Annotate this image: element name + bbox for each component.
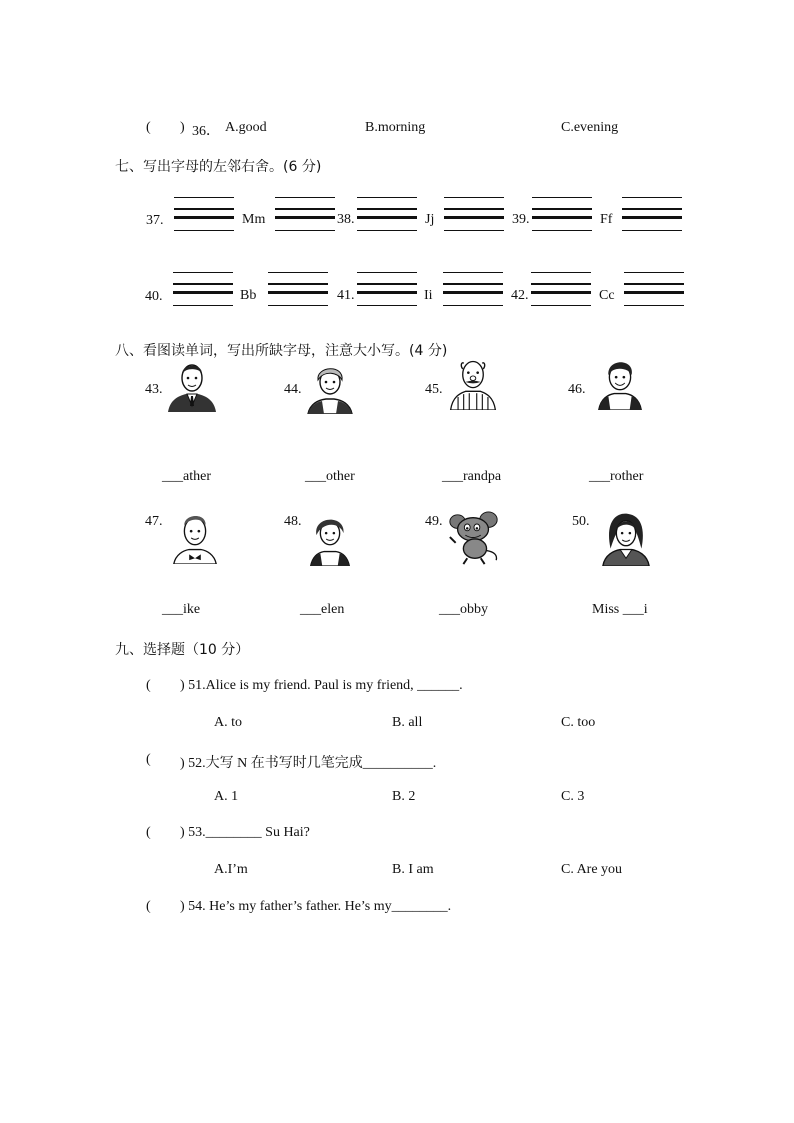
q51-option-c: C. too [561, 715, 596, 730]
q41-left-blank[interactable] [357, 272, 417, 308]
woman-portrait-icon [598, 510, 654, 566]
q39-left-blank[interactable] [532, 197, 592, 233]
q53-option-c: C. Are you [561, 862, 623, 877]
q45-number: 45. [425, 382, 443, 397]
q36-option-c: C.evening [561, 120, 619, 135]
q45-word: ___randpa [442, 469, 502, 484]
q47-word: ___ike [162, 602, 201, 617]
q53-option-a: A.I’m [214, 862, 248, 877]
q51-stem: ) 51.Alice is my friend. Paul is my friend, ______. [180, 678, 463, 693]
q37-left-blank[interactable] [174, 197, 234, 233]
mouse-cartoon-icon [446, 510, 502, 566]
q41-letter: Ii [424, 288, 433, 303]
q36-option-b: B.morning [365, 120, 426, 135]
q36-paren-open: ( [146, 120, 151, 135]
q47-number: 47. [145, 514, 163, 529]
q49-number: 49. [425, 514, 443, 529]
q44-number: 44. [284, 382, 302, 397]
q38-right-blank[interactable] [444, 197, 504, 233]
q53-paren: ( [146, 825, 151, 840]
q36-option-a: A.good [225, 120, 267, 135]
q51-option-a: A. to [214, 715, 242, 730]
q52-stem: ) 52.大写 N 在书写时几笔完成__________. [180, 756, 437, 771]
q46-word: ___rother [589, 469, 644, 484]
q51-option-b: B. all [392, 715, 423, 730]
girl-portrait-icon [302, 510, 358, 566]
section-8-title: 八、看图读单词，写出所缺字母，注意大小写。(4 分) [115, 343, 448, 359]
q38-number: 38. [337, 212, 355, 227]
brother-portrait-icon [592, 354, 648, 410]
q48-number: 48. [284, 514, 302, 529]
q54-paren: ( [146, 899, 151, 914]
q36-paren-close: ) [180, 120, 185, 135]
q40-left-blank[interactable] [173, 272, 233, 308]
q46-number: 46. [568, 382, 586, 397]
q39-right-blank[interactable] [622, 197, 682, 233]
q37-number: 37. [146, 213, 164, 228]
q42-number: 42. [511, 288, 529, 303]
q41-number: 41. [337, 288, 355, 303]
q43-word: ___ather [162, 469, 211, 484]
q43-number: 43. [145, 382, 163, 397]
q38-left-blank[interactable] [357, 197, 417, 233]
q38-letter: Jj [425, 212, 435, 227]
q39-number: 39. [512, 212, 530, 227]
q40-number: 40. [145, 289, 163, 304]
section-7-title: 七、写出字母的左邻右舍。(6 分) [115, 159, 322, 175]
q49-word: ___obby [439, 602, 488, 617]
q48-word: ___elen [300, 602, 345, 617]
q37-letter: Mm [242, 212, 266, 227]
q54-stem: ) 54. He’s my father’s father. He’s my________. [180, 899, 452, 914]
q36-number: 36． [192, 124, 220, 139]
q42-right-blank[interactable] [624, 272, 684, 308]
q37-right-blank[interactable] [275, 197, 335, 233]
grandpa-portrait-icon [445, 354, 501, 410]
q42-left-blank[interactable] [531, 272, 591, 308]
boy-portrait-icon [167, 508, 223, 564]
father-portrait-icon [164, 356, 220, 412]
q52-paren: ( [146, 752, 151, 767]
q51-paren: ( [146, 678, 151, 693]
q52-option-a: A. 1 [214, 789, 239, 804]
q44-word: ___other [305, 469, 355, 484]
q53-stem: ) 53.________ Su Hai? [180, 825, 310, 840]
q40-letter: Bb [240, 288, 257, 303]
section-9-title: 九、选择题（10 分） [115, 642, 250, 658]
mother-portrait-icon [302, 358, 358, 414]
q42-letter: Cc [599, 288, 615, 303]
q41-right-blank[interactable] [443, 272, 503, 308]
q50-word: Miss ___i [592, 602, 648, 617]
q53-option-b: B. I am [392, 862, 434, 877]
q52-option-c: C. 3 [561, 789, 585, 804]
q50-number: 50. [572, 514, 590, 529]
q40-right-blank[interactable] [268, 272, 328, 308]
q52-option-b: B. 2 [392, 789, 416, 804]
q39-letter: Ff [600, 212, 613, 227]
